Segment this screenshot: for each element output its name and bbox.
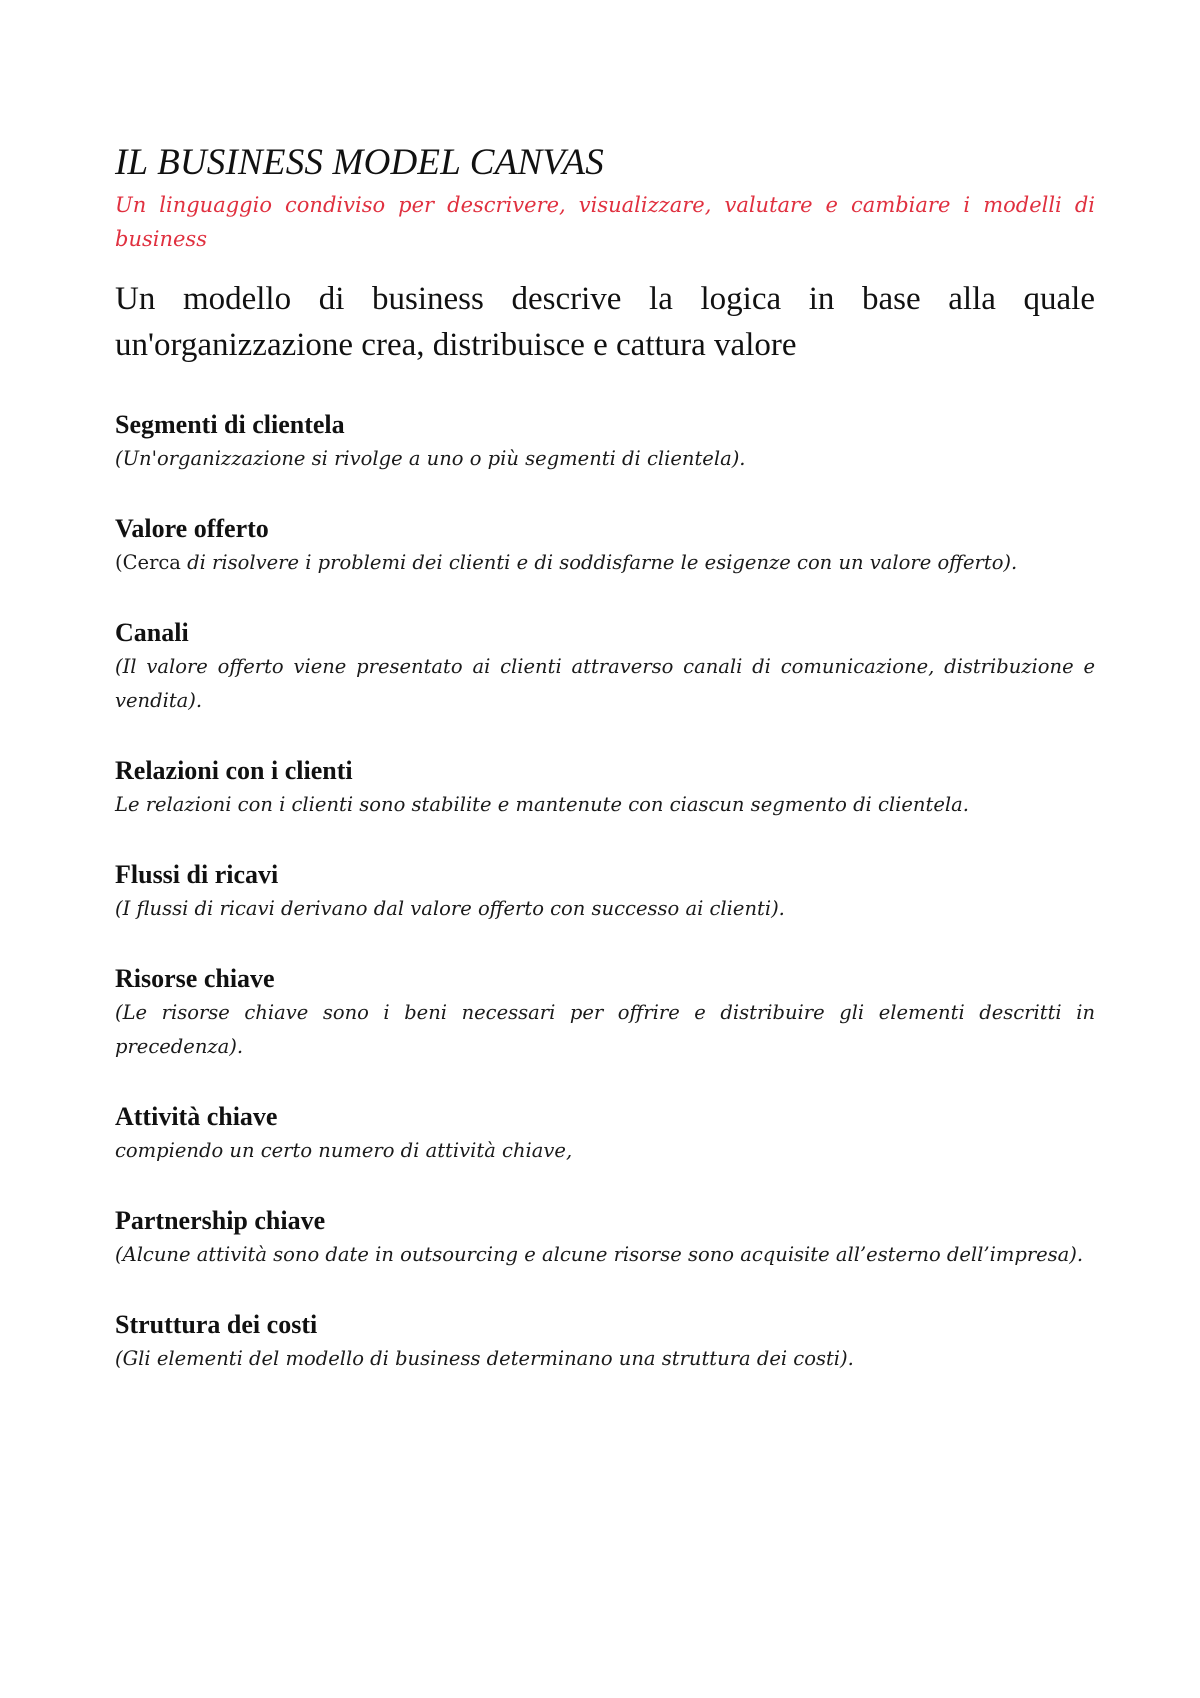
section-heading: Valore offerto (115, 514, 269, 543)
section-description: (I flussi di ricavi derivano dal valore offerto con successo ai clienti). (115, 897, 785, 920)
section-risorse-chiave (115, 962, 1095, 1064)
section-partnership-chiave (115, 1204, 1095, 1272)
section-heading: Risorse chiave (115, 964, 275, 993)
document-title: IL BUSINESS MODEL CANVAS (115, 142, 604, 183)
document-lead-paragraph: Un modello di business descrive la logica in base alla quale un'organizzazione crea, distribuisce e cattura valore (115, 281, 1095, 363)
section-description: (Il valore offerto viene presentato ai clienti attraverso canali di comunicazione, distribuzione e vendita). (115, 655, 1095, 712)
section-struttura-dei-costi (115, 1308, 1095, 1376)
section-description: (Un'organizzazione si rivolge a uno o più segmenti di clientela). (115, 447, 746, 470)
section-description-text: di risolvere i problemi dei clienti e di soddisfarne le esigenze con un valore offerto). (180, 551, 1018, 574)
document-page (115, 140, 1095, 1376)
section-description: (Le risorse chiave sono i beni necessari per offrire e distribuire gli elementi descritti in precedenza). (115, 1001, 1095, 1058)
section-segmenti-di-clientela (115, 408, 1095, 476)
section-valore-offerto (115, 512, 1095, 580)
section-attivita-chiave (115, 1100, 1095, 1168)
section-flussi-di-ricavi (115, 858, 1095, 926)
section-relazioni-con-i-clienti (115, 754, 1095, 822)
section-canali (115, 616, 1095, 718)
section-description: (Alcune attività sono date in outsourcing e alcune risorse sono acquisite all’esterno dell’impresa). (115, 1243, 1084, 1266)
section-description (115, 546, 1095, 580)
section-heading: Attività chiave (115, 1102, 278, 1131)
section-heading: Segmenti di clientela (115, 410, 345, 439)
section-description-prefix: (Cerca (115, 551, 181, 574)
section-heading: Partnership chiave (115, 1206, 326, 1235)
section-heading: Struttura dei costi (115, 1310, 318, 1339)
section-description: compiendo un certo numero di attività chiave, (115, 1139, 573, 1162)
section-heading: Flussi di ricavi (115, 860, 279, 889)
section-heading: Canali (115, 618, 189, 647)
section-heading: Relazioni con i clienti (115, 756, 353, 785)
document-subtitle: Un linguaggio condiviso per descrivere, visualizzare, valutare e cambiare i modelli di business (115, 193, 1095, 251)
section-description: Le relazioni con i clienti sono stabilite e mantenute con ciascun segmento di clientela. (115, 793, 969, 816)
section-description: (Gli elementi del modello di business determinano una struttura dei costi). (115, 1347, 854, 1370)
